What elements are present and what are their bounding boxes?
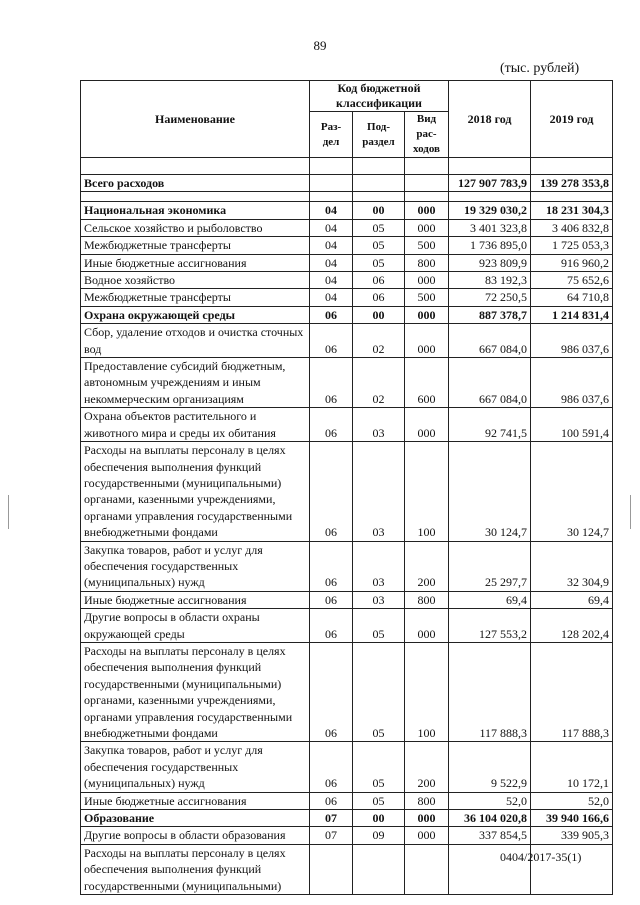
cell-section: 06 [310, 306, 353, 323]
cell-name: Предоставление субсидий бюджетным, автономным учреждениям и иным некоммерческим организациям [81, 358, 310, 408]
cell-2018: 887 378,7 [449, 306, 531, 323]
cell-name: Национальная экономика [81, 202, 310, 219]
table-header [81, 81, 613, 175]
cell-2018: 83 192,3 [449, 272, 531, 289]
table-row [81, 442, 613, 541]
table-row [81, 272, 613, 289]
cell-expense-type: 100 [405, 642, 449, 741]
table-row [81, 289, 613, 306]
cell-subsection: 00 [353, 810, 405, 827]
budget-table [80, 80, 613, 895]
table-row [81, 827, 613, 844]
cell-2018: 127 907 783,9 [449, 175, 531, 192]
cell-section [310, 844, 353, 894]
header-subsection: Под- раздел [353, 112, 405, 158]
cell-2019: 139 278 353,8 [531, 175, 613, 192]
cell-expense-type: 000 [405, 272, 449, 289]
cell-2019: 1 214 831,4 [531, 306, 613, 323]
cell-subsection: 00 [353, 202, 405, 219]
cell-2019: 30 124,7 [531, 442, 613, 541]
cell-2019: 3 406 832,8 [531, 219, 613, 236]
cell-2019: 100 591,4 [531, 408, 613, 442]
cell-name: Водное хозяйство [81, 272, 310, 289]
table-row [81, 175, 613, 192]
cell-2019: 986 037,6 [531, 358, 613, 408]
cell-2019: 69,4 [531, 591, 613, 608]
cell-section: 06 [310, 742, 353, 792]
cell-expense-type: 000 [405, 324, 449, 358]
table-row [81, 642, 613, 741]
cell-2019: 75 652,6 [531, 272, 613, 289]
cell-2018: 1 736 895,0 [449, 237, 531, 254]
spacer-row [81, 192, 613, 202]
cell-2019: 18 231 304,3 [531, 202, 613, 219]
cell-subsection: 05 [353, 254, 405, 271]
table-row [81, 810, 613, 827]
cell-2018: 25 297,7 [449, 541, 531, 591]
cell-name: Закупка товаров, работ и услуг для обеспечения государственных (муниципальных) нужд [81, 742, 310, 792]
cell-2019: 916 960,2 [531, 254, 613, 271]
cell-2019: 10 172,1 [531, 742, 613, 792]
cell-expense-type: 200 [405, 742, 449, 792]
table-row [81, 408, 613, 442]
cell-name: Сбор, удаление отходов и очистка сточных вод [81, 324, 310, 358]
cell-name: Сельское хозяйство и рыболовство [81, 219, 310, 236]
table-row [81, 254, 613, 271]
cell-2019: 128 202,4 [531, 609, 613, 643]
cell-section [310, 175, 353, 192]
cell-section: 07 [310, 827, 353, 844]
cell-name: Всего расходов [81, 175, 310, 192]
cell-section: 04 [310, 237, 353, 254]
table-row [81, 609, 613, 643]
cell-name: Межбюджетные трансферты [81, 289, 310, 306]
table-row [81, 219, 613, 236]
cell-expense-type: 000 [405, 810, 449, 827]
header-section: Раз- дел [310, 112, 353, 158]
cell-2018: 923 809,9 [449, 254, 531, 271]
cell-2018: 9 522,9 [449, 742, 531, 792]
cell-expense-type [405, 844, 449, 894]
cell-section: 06 [310, 442, 353, 541]
cell-subsection: 05 [353, 609, 405, 643]
cell-2018: 127 553,2 [449, 609, 531, 643]
cell-2018: 69,4 [449, 591, 531, 608]
page-number: 89 [313, 38, 327, 53]
cell-name: Другие вопросы в области образования [81, 827, 310, 844]
table-body [81, 175, 613, 895]
cell-subsection: 03 [353, 442, 405, 541]
cell-subsection: 05 [353, 742, 405, 792]
header-code-group: Код бюджетной классификации [310, 81, 449, 112]
document-id: 0404/2017-35(1) [500, 850, 582, 864]
cell-subsection: 02 [353, 358, 405, 408]
cell-expense-type [405, 175, 449, 192]
cell-subsection: 05 [353, 642, 405, 741]
cell-2019: 52,0 [531, 792, 613, 809]
cell-name: Расходы на выплаты персоналу в целях обеспечения выполнения функций государственными (муниципальными) органами, казенными учреждениями, органами управления государственными внебюджетными фондами [81, 642, 310, 741]
table-row [81, 591, 613, 608]
cell-name: Иные бюджетные ассигнования [81, 254, 310, 271]
cell-2018: 667 084,0 [449, 358, 531, 408]
cell-2019: 39 940 166,6 [531, 810, 613, 827]
cell-subsection: 03 [353, 591, 405, 608]
cell-expense-type: 000 [405, 408, 449, 442]
table-row [81, 324, 613, 358]
cell-subsection [353, 175, 405, 192]
cell-name: Закупка товаров, работ и услуг для обеспечения государственных (муниципальных) нужд [81, 541, 310, 591]
table-row [81, 792, 613, 809]
cell-section: 06 [310, 609, 353, 643]
cell-name: Иные бюджетные ассигнования [81, 591, 310, 608]
cell-expense-type: 600 [405, 358, 449, 408]
cell-expense-type: 000 [405, 827, 449, 844]
header-year-2018: 2018 год [449, 81, 531, 158]
cell-2018: 117 888,3 [449, 642, 531, 741]
header-expense-type: Вид рас- ходов [405, 112, 449, 158]
cell-expense-type: 000 [405, 609, 449, 643]
cell-subsection [353, 844, 405, 894]
cell-section: 06 [310, 642, 353, 741]
cell-2018: 337 854,5 [449, 827, 531, 844]
cell-section: 06 [310, 591, 353, 608]
header-name: Наименование [81, 81, 310, 158]
cell-section: 04 [310, 254, 353, 271]
cell-2018: 3 401 323,8 [449, 219, 531, 236]
cell-section: 06 [310, 324, 353, 358]
cell-2018: 667 084,0 [449, 324, 531, 358]
cell-2019: 64 710,8 [531, 289, 613, 306]
cell-expense-type: 800 [405, 792, 449, 809]
cell-subsection: 05 [353, 237, 405, 254]
cell-section: 06 [310, 358, 353, 408]
table-row [81, 358, 613, 408]
cell-expense-type: 800 [405, 591, 449, 608]
cell-2019: 117 888,3 [531, 642, 613, 741]
spacer-row [81, 158, 613, 175]
cell-name: Межбюджетные трансферты [81, 237, 310, 254]
cell-section: 04 [310, 202, 353, 219]
cell-subsection: 00 [353, 306, 405, 323]
cell-expense-type: 000 [405, 306, 449, 323]
cell-name: Расходы на выплаты персоналу в целях обеспечения выполнения функций государственными (муниципальными) органами, казенными учреждениями, органами управления государственными внебюджетными фондами [81, 442, 310, 541]
margin-mark-right [630, 495, 631, 529]
table-row [81, 306, 613, 323]
table-row [81, 237, 613, 254]
cell-section: 06 [310, 541, 353, 591]
cell-2019: 1 725 053,3 [531, 237, 613, 254]
cell-subsection: 03 [353, 541, 405, 591]
cell-expense-type: 200 [405, 541, 449, 591]
cell-section: 04 [310, 219, 353, 236]
cell-subsection: 03 [353, 408, 405, 442]
cell-subsection: 06 [353, 272, 405, 289]
cell-subsection: 02 [353, 324, 405, 358]
cell-expense-type: 000 [405, 202, 449, 219]
cell-expense-type: 500 [405, 237, 449, 254]
cell-2019: 32 304,9 [531, 541, 613, 591]
cell-subsection: 09 [353, 827, 405, 844]
cell-subsection: 06 [353, 289, 405, 306]
cell-name: Иные бюджетные ассигнования [81, 792, 310, 809]
cell-2018: 36 104 020,8 [449, 810, 531, 827]
cell-2018: 30 124,7 [449, 442, 531, 541]
cell-expense-type: 800 [405, 254, 449, 271]
cell-section: 07 [310, 810, 353, 827]
cell-name: Охрана объектов растительного и животного мира и среды их обитания [81, 408, 310, 442]
table-row [81, 202, 613, 219]
cell-name: Другие вопросы в области охраны окружающей среды [81, 609, 310, 643]
cell-name: Образование [81, 810, 310, 827]
cell-2018: 19 329 030,2 [449, 202, 531, 219]
margin-mark-left [8, 495, 9, 529]
cell-section: 04 [310, 272, 353, 289]
units-label: (тыс. рублей) [500, 61, 580, 76]
cell-2018: 92 741,5 [449, 408, 531, 442]
cell-2019: 339 905,3 [531, 827, 613, 844]
cell-section: 04 [310, 289, 353, 306]
table-row [81, 541, 613, 591]
cell-expense-type: 000 [405, 219, 449, 236]
cell-section: 06 [310, 408, 353, 442]
cell-expense-type: 500 [405, 289, 449, 306]
cell-subsection: 05 [353, 792, 405, 809]
cell-2019: 986 037,6 [531, 324, 613, 358]
table-row [81, 742, 613, 792]
cell-name: Расходы на выплаты персоналу в целях обеспечения выполнения функций государственными (муниципальными) [81, 844, 310, 894]
cell-2018: 52,0 [449, 792, 531, 809]
header-year-2019: 2019 год [531, 81, 613, 158]
cell-expense-type: 100 [405, 442, 449, 541]
cell-name: Охрана окружающей среды [81, 306, 310, 323]
cell-2018: 72 250,5 [449, 289, 531, 306]
cell-subsection: 05 [353, 219, 405, 236]
cell-section: 06 [310, 792, 353, 809]
